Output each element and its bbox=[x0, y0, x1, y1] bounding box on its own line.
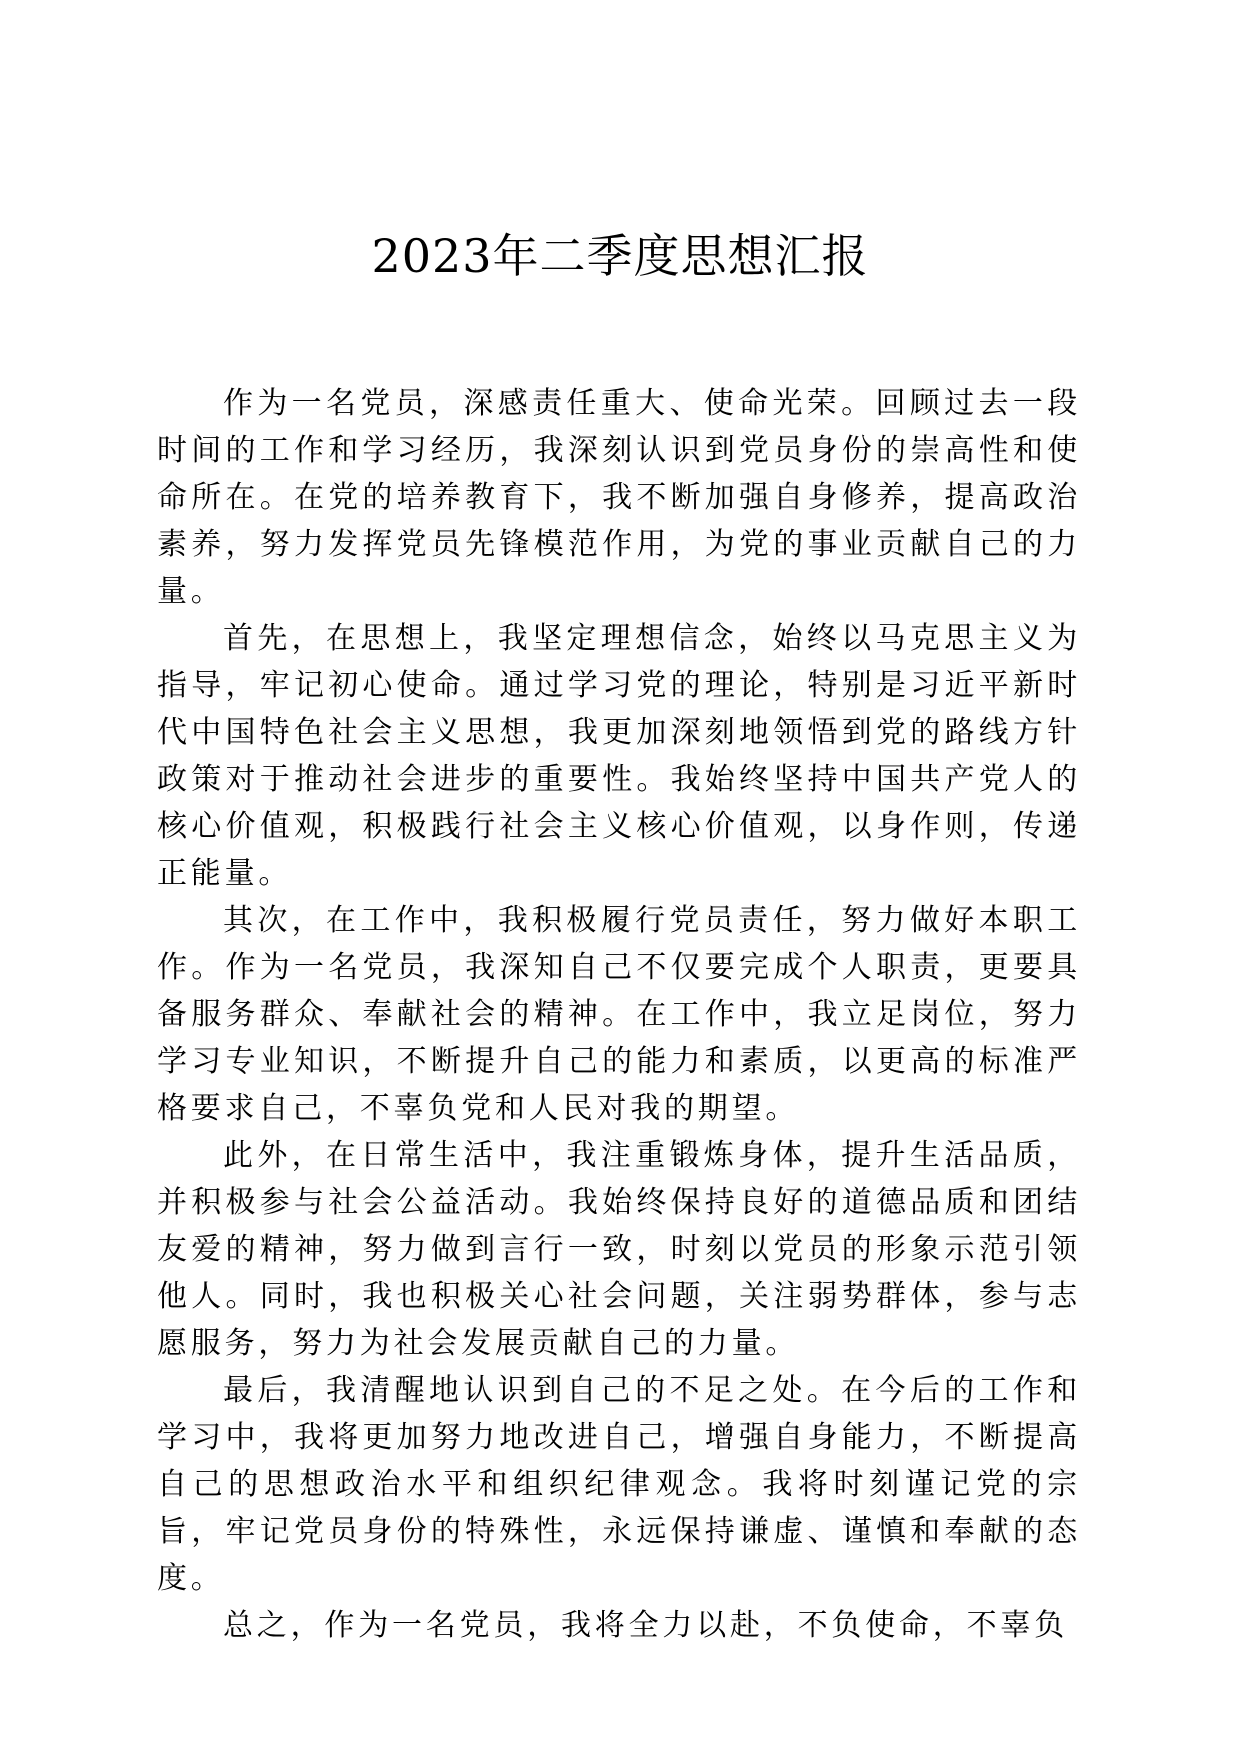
document-body bbox=[157, 380, 1081, 1680]
paragraph: 总之，作为一名党员，我将全力以赴，不负使命，不辜负 bbox=[223, 1608, 1068, 1643]
paragraph: 最后，我清醒地认识到自己的不足之处。在今后的工作和学习中，我将更加努力地改进自己，增强自身能力，不断提高自己的思想政治水平和组织纪律观念。我将时刻谨记党的宗旨，牢记党员身份的特殊性，永远保持谦虚、谨慎和奉献的态度。 bbox=[157, 1373, 1081, 1596]
document-title: 2023年二季度思想汇报 bbox=[371, 229, 869, 283]
paragraph: 作为一名党员，深感责任重大、使命光荣。回顾过去一段时间的工作和学习经历，我深刻认识到党员身份的崇高性和使命所在。在党的培养教育下，我不断加强自身修养，提高政治素养，努力发挥党员先锋模范作用，为党的事业贡献自己的力量。 bbox=[157, 386, 1081, 609]
paragraph: 首先，在思想上，我坚定理想信念，始终以马克思主义为指导，牢记初心使命。通过学习党的理论，特别是习近平新时代中国特色社会主义思想，我更加深刻地领悟到党的路线方针政策对于推动社会进步的重要性。我始终坚持中国共产党人的核心价值观，积极践行社会主义核心价值观，以身作则，传递正能量。 bbox=[157, 621, 1081, 891]
paragraph: 此外，在日常生活中，我注重锻炼身体，提升生活品质，并积极参与社会公益活动。我始终保持良好的道德品质和团结友爱的精神，努力做到言行一致，时刻以党员的形象示范引领他人。同时，我也积极关心社会问题，关注弱势群体，参与志愿服务，努力为社会发展贡献自己的力量。 bbox=[157, 1138, 1081, 1361]
paragraph: 其次，在工作中，我积极履行党员责任，努力做好本职工作。作为一名党员，我深知自己不仅要完成个人职责，更要具备服务群众、奉献社会的精神。在工作中，我立足岗位，努力学习专业知识，不断提升自己的能力和素质，以更高的标准严格要求自己，不辜负党和人民对我的期望。 bbox=[157, 903, 1081, 1126]
